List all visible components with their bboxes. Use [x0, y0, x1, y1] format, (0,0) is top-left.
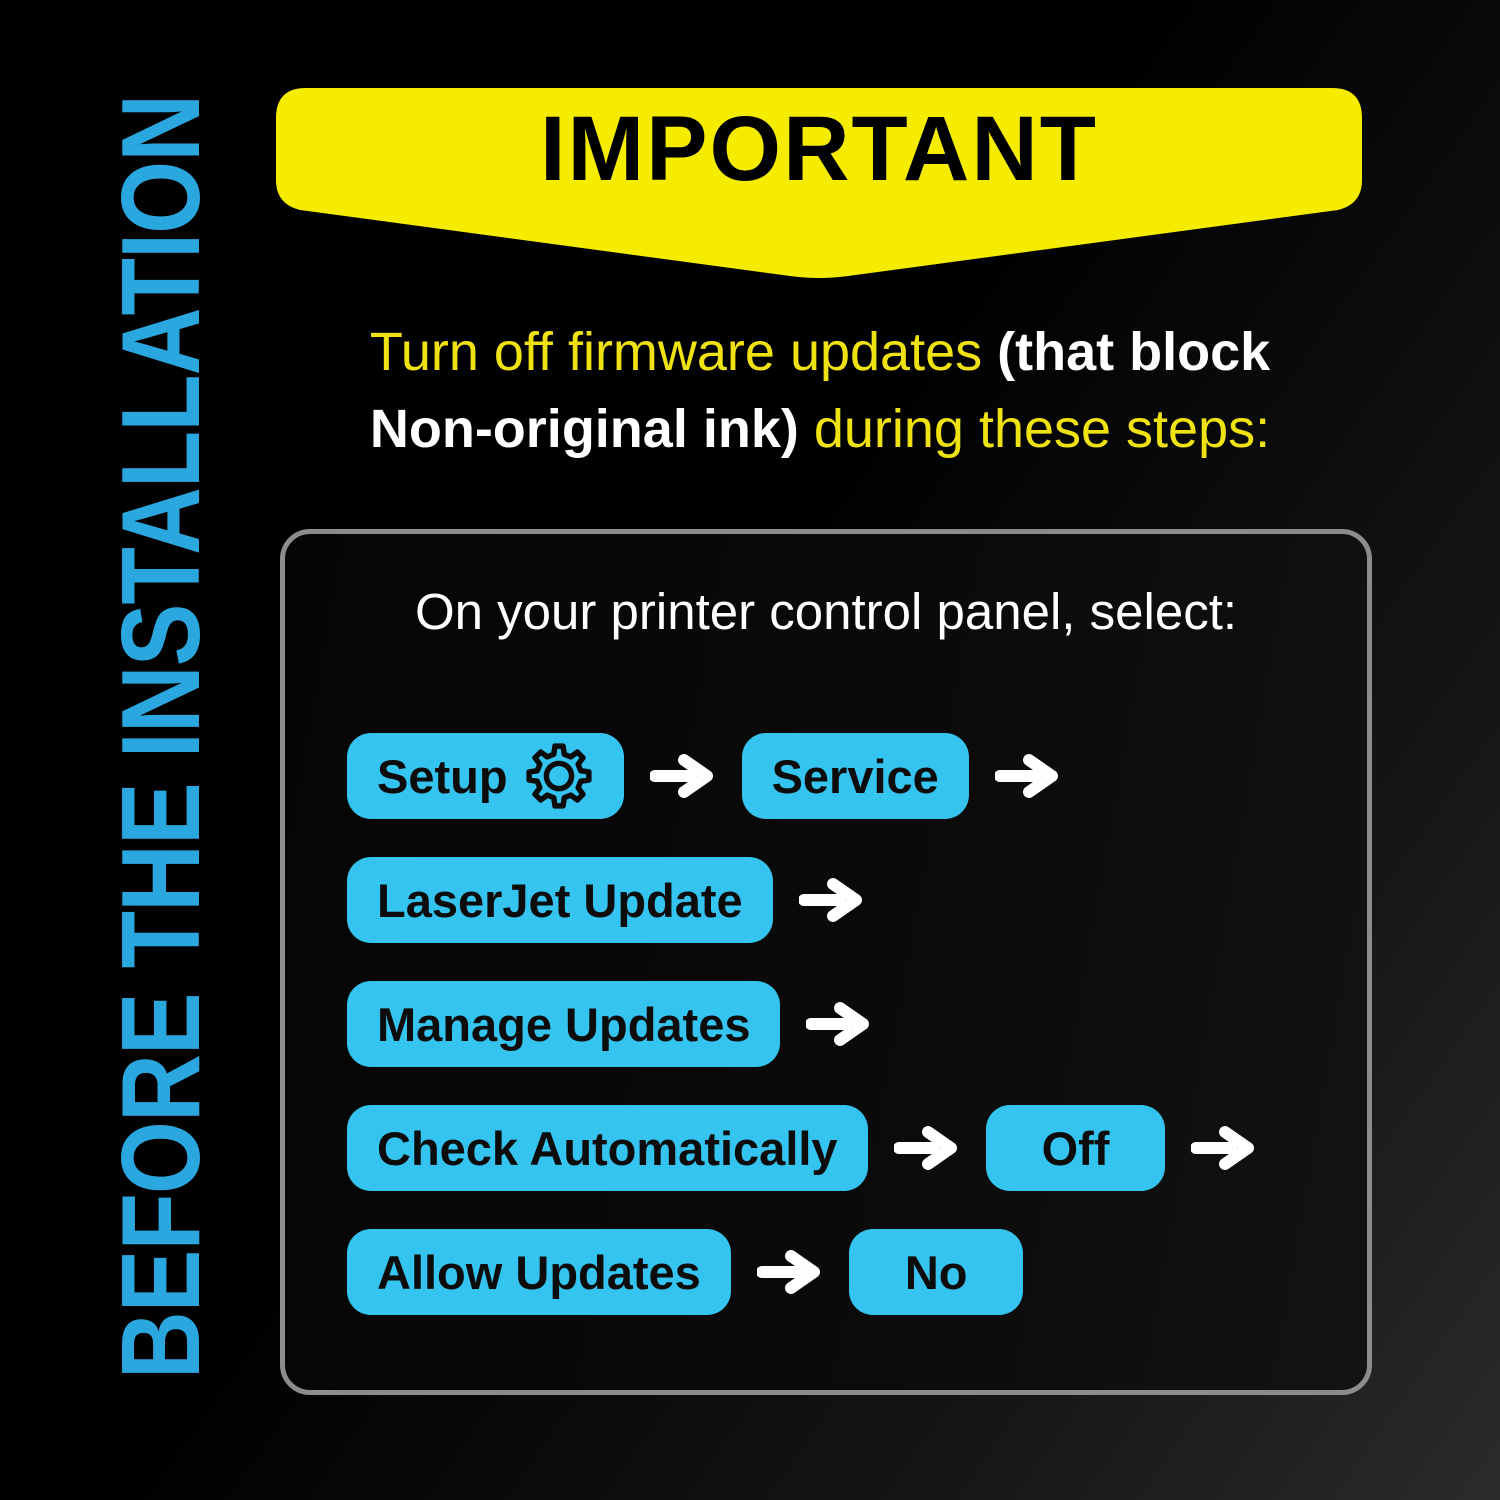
subtitle: [275, 314, 1365, 468]
option-button-laserjet-update: [347, 857, 773, 943]
arrow-right-icon: [806, 1001, 872, 1047]
option-button-label: LaserJet Update: [377, 873, 743, 927]
subtitle-segment: Turn off firmware updates: [369, 322, 998, 382]
option-button-label: Check Automatically: [377, 1121, 838, 1175]
option-button-label: Service: [771, 749, 939, 803]
option-button-setup: [347, 733, 624, 819]
option-button-check-automatically: [347, 1105, 868, 1191]
arrow-right-icon: [799, 877, 865, 923]
subtitle-line: [275, 391, 1365, 468]
subtitle-segment: during these steps:: [798, 399, 1271, 459]
flow-row: [347, 981, 1367, 1067]
arrow-right-icon: [650, 753, 716, 799]
option-button-label: Manage Updates: [377, 997, 751, 1051]
option-button-off: [986, 1105, 1166, 1191]
option-button-manage-updates: [347, 981, 780, 1067]
important-banner: [276, 88, 1362, 284]
flow-rows: [347, 733, 1367, 1315]
arrow-right-icon: [757, 1249, 823, 1295]
option-button-label: No: [904, 1245, 968, 1299]
flow-row: [347, 857, 1367, 943]
subtitle-segment: Non-original ink): [369, 399, 799, 459]
option-button-label: Setup: [377, 749, 508, 803]
arrow-right-icon: [894, 1125, 960, 1171]
arrow-right-icon: [995, 753, 1061, 799]
subtitle-line: [275, 314, 1365, 391]
option-button-label: Off: [1041, 1121, 1110, 1175]
banner-title: IMPORTANT: [539, 97, 1098, 200]
arrow-right-icon: [1191, 1125, 1257, 1171]
subtitle-segment: (that block: [997, 322, 1271, 382]
gear-icon: [524, 741, 594, 811]
option-button-allow-updates: [347, 1229, 731, 1315]
panel-heading: On your printer control panel, select:: [414, 583, 1238, 640]
option-button-label: Allow Updates: [377, 1245, 701, 1299]
flow-row: [347, 1229, 1367, 1315]
flow-row: [347, 733, 1367, 819]
flow-row: [347, 1105, 1367, 1191]
option-button-service: [742, 733, 969, 819]
side-vertical-label: BEFORE THE INSTALLATION: [98, 94, 223, 1380]
instruction-panel: [280, 529, 1372, 1395]
option-button-no: [849, 1229, 1024, 1315]
